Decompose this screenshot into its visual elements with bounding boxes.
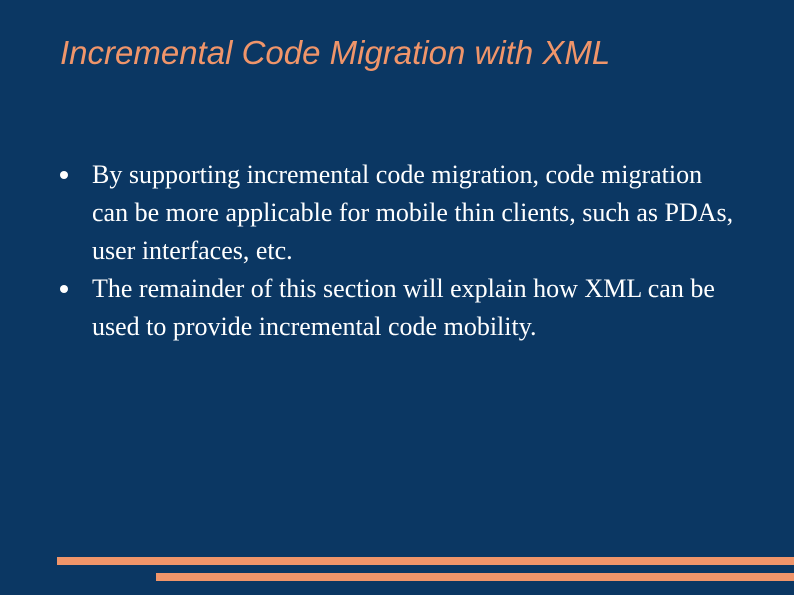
decorative-bar-top bbox=[57, 557, 794, 565]
bullet-item bbox=[60, 156, 740, 270]
decorative-bar-bottom bbox=[156, 573, 794, 581]
bullet-dot-icon bbox=[60, 285, 68, 293]
bullet-text: By supporting incremental code migration, code migration can be more applicable for mobile thin clients, such as PDAs, user interfaces, etc. bbox=[92, 160, 734, 265]
bullet-dot-icon bbox=[60, 171, 68, 179]
bullet-text: The remainder of this section will explain how XML can be used to provide incremental code mobility. bbox=[92, 274, 715, 341]
bullet-list bbox=[60, 156, 740, 346]
slide-title: Incremental Code Migration with XML bbox=[60, 34, 611, 71]
bullet-item bbox=[60, 270, 740, 346]
